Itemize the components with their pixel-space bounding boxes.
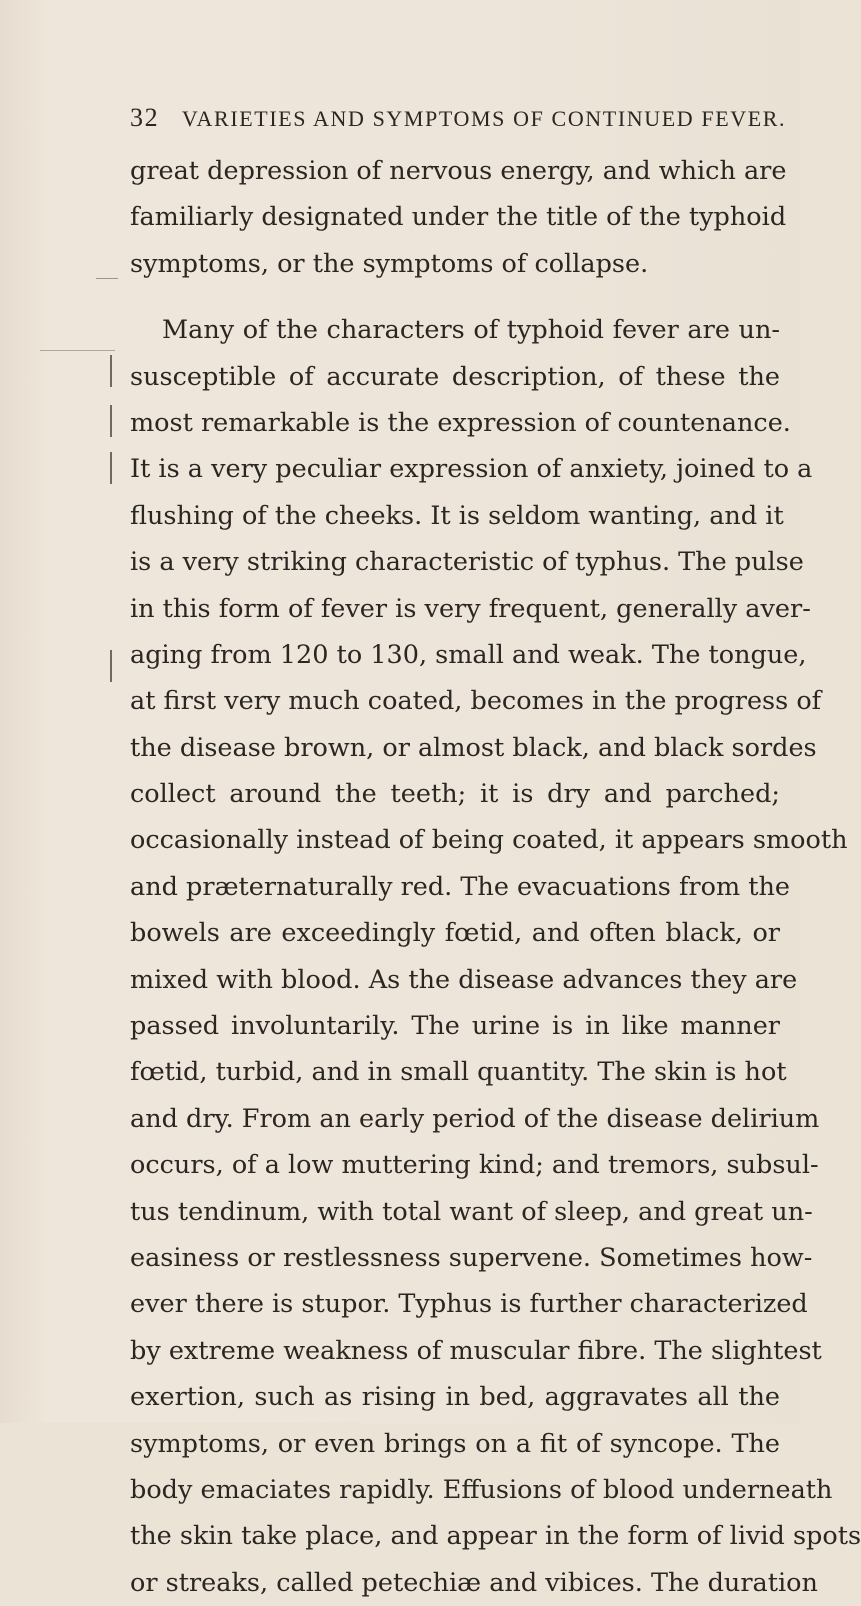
text-line: the skin take place, and appear in the form of livid spots xyxy=(130,1521,861,1552)
paragraph-gap xyxy=(130,287,780,307)
text-line: ever there is stupor. Typhus is further characterized xyxy=(130,1289,808,1320)
paragraph-1 xyxy=(130,148,787,287)
text-line: body emaciates rapidly. Effusions of blood underneath xyxy=(130,1474,833,1505)
text-line: collect around the teeth; it is dry and parched; xyxy=(130,779,780,810)
text-line: symptoms, or the symptoms of collapse. xyxy=(130,248,649,279)
text-line: or streaks, called petechiæ and vibices. The duration xyxy=(130,1567,818,1598)
margin-mark xyxy=(110,650,112,682)
text-line: easiness or restlessness supervene. Sometimes how- xyxy=(130,1242,813,1273)
body-text xyxy=(130,148,861,1606)
text-line: aging from 120 to 130, small and weak. The tongue, xyxy=(130,639,807,670)
text-line: passed involuntarily. The urine is in like manner xyxy=(130,1011,780,1042)
running-title: VARIETIES AND SYMPTOMS OF CONTINUED FEVER. xyxy=(181,106,787,131)
text-line: tus tendinum, with total want of sleep, and great un- xyxy=(130,1196,813,1227)
text-line: It is a very peculiar expression of anxiety, joined to a xyxy=(130,454,813,485)
text-line: and dry. From an early period of the disease delirium xyxy=(130,1103,820,1134)
margin-mark xyxy=(110,452,112,484)
text-line: great depression of nervous energy, and which are xyxy=(130,156,787,186)
text-line: by extreme weakness of muscular fibre. The slightest xyxy=(130,1335,822,1366)
margin-mark xyxy=(40,350,115,351)
margin-mark xyxy=(110,355,112,387)
page-number: 32 xyxy=(130,103,160,132)
text-line: and præternaturally red. The evacuations from the xyxy=(130,871,791,902)
text-line: familiarly designated under the title of the typhoid xyxy=(130,202,787,233)
text-line: is a very striking characteristic of typhus. The pulse xyxy=(130,547,804,578)
text-line: exertion, such as rising in bed, aggravates all the xyxy=(130,1382,780,1413)
text-line: the disease brown, or almost black, and black sordes xyxy=(130,732,817,763)
text-line: occasionally instead of being coated, it appears smooth xyxy=(130,825,848,856)
text-line: in this form of fever is very frequent, generally aver- xyxy=(130,593,811,624)
text-line: Many of the characters of typhoid fever are un- xyxy=(162,315,780,346)
margin-mark xyxy=(96,278,118,279)
text-line: most remarkable is the expression of countenance. xyxy=(130,407,791,438)
text-line: susceptible of accurate description, of these the xyxy=(130,361,780,392)
text-line: mixed with blood. As the disease advances they are xyxy=(130,964,798,995)
text-line: symptoms, or even brings on a fit of syncope. The xyxy=(130,1428,780,1459)
text-line: flushing of the cheeks. It is seldom wanting, and it xyxy=(130,500,784,531)
text-line: fœtid, turbid, and in small quantity. The skin is hot xyxy=(130,1057,787,1088)
running-head xyxy=(130,103,787,133)
paragraph-2 xyxy=(130,307,861,1606)
margin-mark xyxy=(110,405,112,437)
text-line: bowels are exceedingly fœtid, and often black, or xyxy=(130,918,780,949)
text-line: occurs, of a low muttering kind; and tremors, subsul- xyxy=(130,1150,819,1181)
text-line: at first very much coated, becomes in the progress of xyxy=(130,686,822,717)
